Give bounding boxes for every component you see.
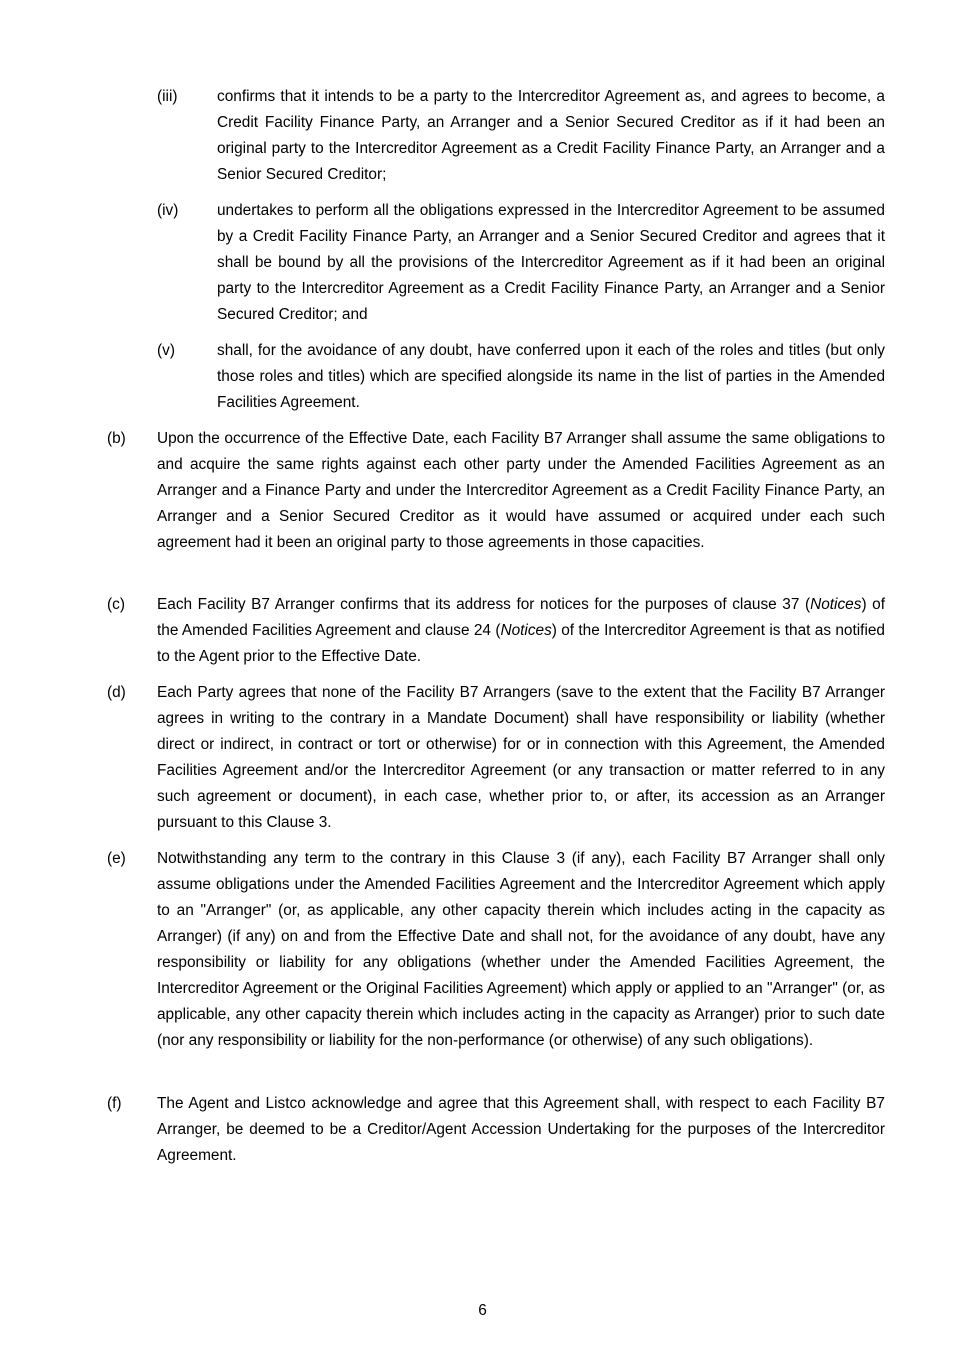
sub-item-text-iv: undertakes to perform all the obligations expressed in the Intercreditor Agreement to be assumed by a Credit Facility Finance Party, an Arranger and a Senior Secured Creditor and agrees that it shall be bound by all the provisions of the Intercreditor Agreement as if it had been an original party to the Intercreditor Agreement as a Credit Facility Finance Party, an Arranger and a Senior Secured Creditor; and bbox=[217, 202, 885, 323]
clause-c-part2: ) of the Amended Facilities Agreement and clause 24 ( bbox=[157, 596, 885, 639]
clause-text-d: Each Party agrees that none of the Facility B7 Arrangers (save to the extent that the Facility B7 Arranger agrees in writing to the contrary in a Mandate Document) shall have responsibility or liability (whether direct or indirect, in contract or tort or otherwise) for or in connection with this Agreement, the Amended Facilities Agreement and/or the Intercreditor Agreement (or any transaction or matter referred to in any such agreement or document), in each case, whether prior to, or after, its accession as an Arranger pursuant to this Clause 3. bbox=[157, 684, 885, 831]
clause-c-part3: ) of the Intercreditor Agreement is that as notified to the Agent prior to the Effective Date. bbox=[157, 622, 885, 665]
sub-item-text-iii: confirms that it intends to be a party to the Intercreditor Agreement as, and agrees to become, a Credit Facility Finance Party, an Arranger and a Senior Secured Creditor as if it had been an original party to the Intercreditor Agreement as a Credit Facility Finance Party, an Arranger and a Senior Secured Creditor; bbox=[217, 88, 885, 183]
clause-label-e: (e) bbox=[107, 850, 126, 867]
sub-item-label-v: (v) bbox=[157, 342, 175, 359]
clause-label-c: (c) bbox=[107, 596, 125, 613]
clause-c-italic1: Notices bbox=[810, 596, 862, 613]
clause-label-f: (f) bbox=[107, 1095, 122, 1112]
sub-item-label-iii: (iii) bbox=[157, 88, 178, 105]
sub-item-label-iv: (iv) bbox=[157, 202, 179, 219]
clause-text-f: The Agent and Listco acknowledge and agree that this Agreement shall, with respect to each Facility B7 Arranger, be deemed to be a Creditor/Agent Accession Undertaking for the purposes of the Intercreditor Agreement. bbox=[157, 1095, 885, 1164]
clause-text-e: Notwithstanding any term to the contrary in this Clause 3 (if any), each Facility B7 Arranger shall only assume obligations under the Amended Facilities Agreement and the Intercreditor Agreement which apply to an "Arranger" (or, as applicable, any other capacity therein which includes acting in the capacity as Arranger) (if any) on and from the Effective Date and shall not, for the avoidance of any doubt, have any responsibility or liability for any obligations (whether under the Amended Facilities Agreement, the Intercreditor Agreement or the Original Facilities Agreement) which apply or applied to an "Arranger" (or, as applicable, any other capacity therein which includes acting in the capacity as Arranger) prior to such date (nor any responsibility or liability for the non-performance (or otherwise) of any such obligations). bbox=[157, 850, 885, 1049]
clause-label-d: (d) bbox=[107, 684, 126, 701]
page-number: 6 bbox=[478, 1302, 487, 1319]
clause-text-c bbox=[157, 592, 885, 670]
clause-text-b: Upon the occurrence of the Effective Date, each Facility B7 Arranger shall assume the same obligations to and acquire the same rights against each other party under the Amended Facilities Agreement as an Arranger and a Finance Party and under the Intercreditor Agreement as a Credit Facility Finance Party, an Arranger and a Senior Secured Creditor as it would have assumed or acquired under each such agreement had it been an original party to those agreements in those capacities. bbox=[157, 430, 885, 551]
clause-label-b: (b) bbox=[107, 430, 126, 447]
sub-item-text-v: shall, for the avoidance of any doubt, have conferred upon it each of the roles and titles (but only those roles and titles) which are specified alongside its name in the list of parties in the Amended Facilities Agreement. bbox=[217, 342, 885, 411]
clause-c-italic2: Notices bbox=[500, 622, 552, 639]
clause-c-part1: Each Facility B7 Arranger confirms that its address for notices for the purposes of clause 37 ( bbox=[157, 596, 811, 613]
